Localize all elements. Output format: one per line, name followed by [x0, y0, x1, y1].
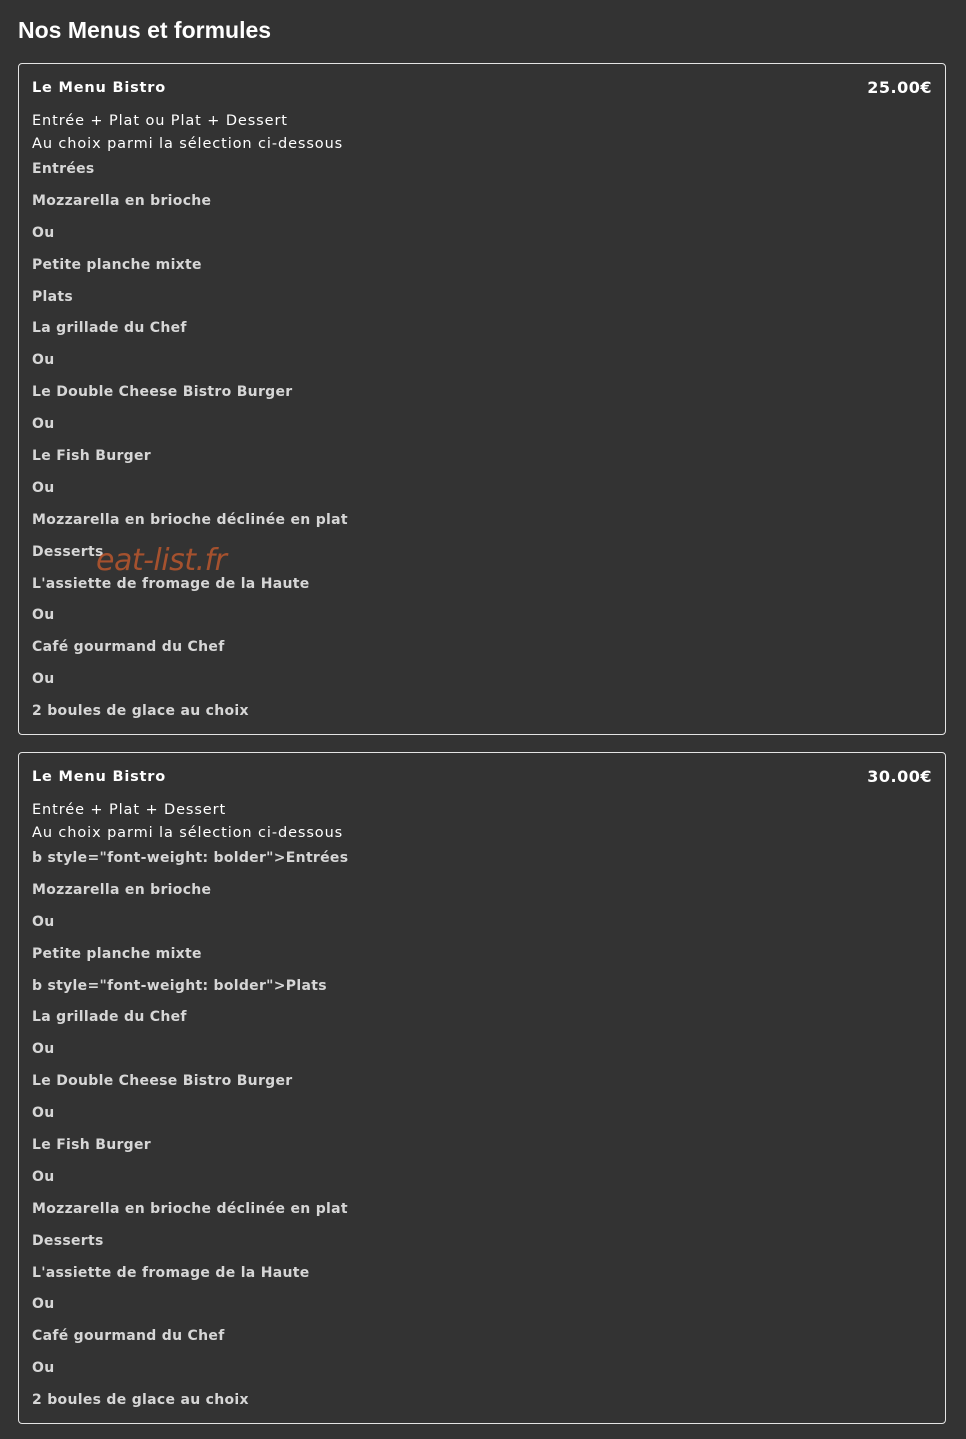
menu-item: Ou [32, 1360, 55, 1377]
menu-selection-note: Au choix parmi la sélection ci-dessous [32, 136, 344, 152]
menu-item: Ou [32, 416, 55, 433]
menu-formula-block [32, 110, 343, 156]
menu-item: Le Double Cheese Bistro Burger [32, 1073, 293, 1090]
menu-item: Desserts [32, 1232, 104, 1249]
menu-formula: Entrée + Plat ou Plat + Dessert [32, 113, 288, 129]
menu-item: Ou [32, 1296, 55, 1313]
menu-item: Ou [32, 352, 55, 369]
menu-formula-block [32, 799, 343, 845]
menu-item: Ou [32, 1168, 55, 1185]
menu-item: Mozzarella en brioche [32, 192, 212, 209]
menu-item: La grillade du Chef [32, 320, 187, 337]
menu-item: Ou [32, 1041, 55, 1058]
menu-price: 30.00€ [867, 767, 932, 786]
menu-item: Le Double Cheese Bistro Burger [32, 384, 293, 401]
menu-name: Le Menu Bistro [32, 80, 166, 96]
menu-formula: Entrée + Plat + Dessert [32, 802, 227, 818]
menu-card [18, 63, 946, 735]
menu-item: Mozzarella en brioche déclinée en plat [32, 511, 348, 528]
menu-item: L'assiette de fromage de la Haute [32, 1264, 310, 1281]
menu-card [18, 752, 946, 1424]
menu-item: 2 boules de glace au choix [32, 703, 249, 720]
menu-item: Desserts [32, 543, 104, 560]
menu-item: Ou [32, 607, 55, 624]
menu-item: Le Fish Burger [32, 1137, 151, 1154]
menu-selection-note: Au choix parmi la sélection ci-dessous [32, 825, 344, 841]
menu-item: b style="font-weight: bolder">Plats [32, 977, 327, 994]
watermark: eat-list.fr [96, 543, 227, 578]
menu-item: Ou [32, 671, 55, 688]
menu-item: 2 boules de glace au choix [32, 1392, 249, 1409]
menu-item-list [32, 157, 348, 723]
menu-item: Ou [32, 224, 55, 241]
menu-item: Mozzarella en brioche [32, 881, 212, 898]
menu-item: Café gourmand du Chef [32, 1328, 225, 1345]
page-title: Nos Menus et formules [18, 17, 272, 43]
menu-item: Café gourmand du Chef [32, 639, 225, 656]
menu-item: Petite planche mixte [32, 945, 202, 962]
menu-item: Ou [32, 1105, 55, 1122]
menu-item: Ou [32, 479, 55, 496]
menu-item-list [32, 846, 348, 1412]
menu-item: Plats [32, 288, 74, 305]
menu-item: Ou [32, 913, 55, 930]
menu-item: L'assiette de fromage de la Haute [32, 575, 310, 592]
menu-name: Le Menu Bistro [32, 769, 166, 785]
menu-item: b style="font-weight: bolder">Entrées [32, 850, 349, 866]
menu-price: 25.00€ [867, 78, 932, 97]
menu-item: Mozzarella en brioche déclinée en plat [32, 1200, 348, 1217]
menu-item: Petite planche mixte [32, 256, 202, 273]
menu-item: Le Fish Burger [32, 448, 151, 465]
menu-item: Entrées [32, 161, 95, 177]
menu-item: La grillade du Chef [32, 1009, 187, 1026]
